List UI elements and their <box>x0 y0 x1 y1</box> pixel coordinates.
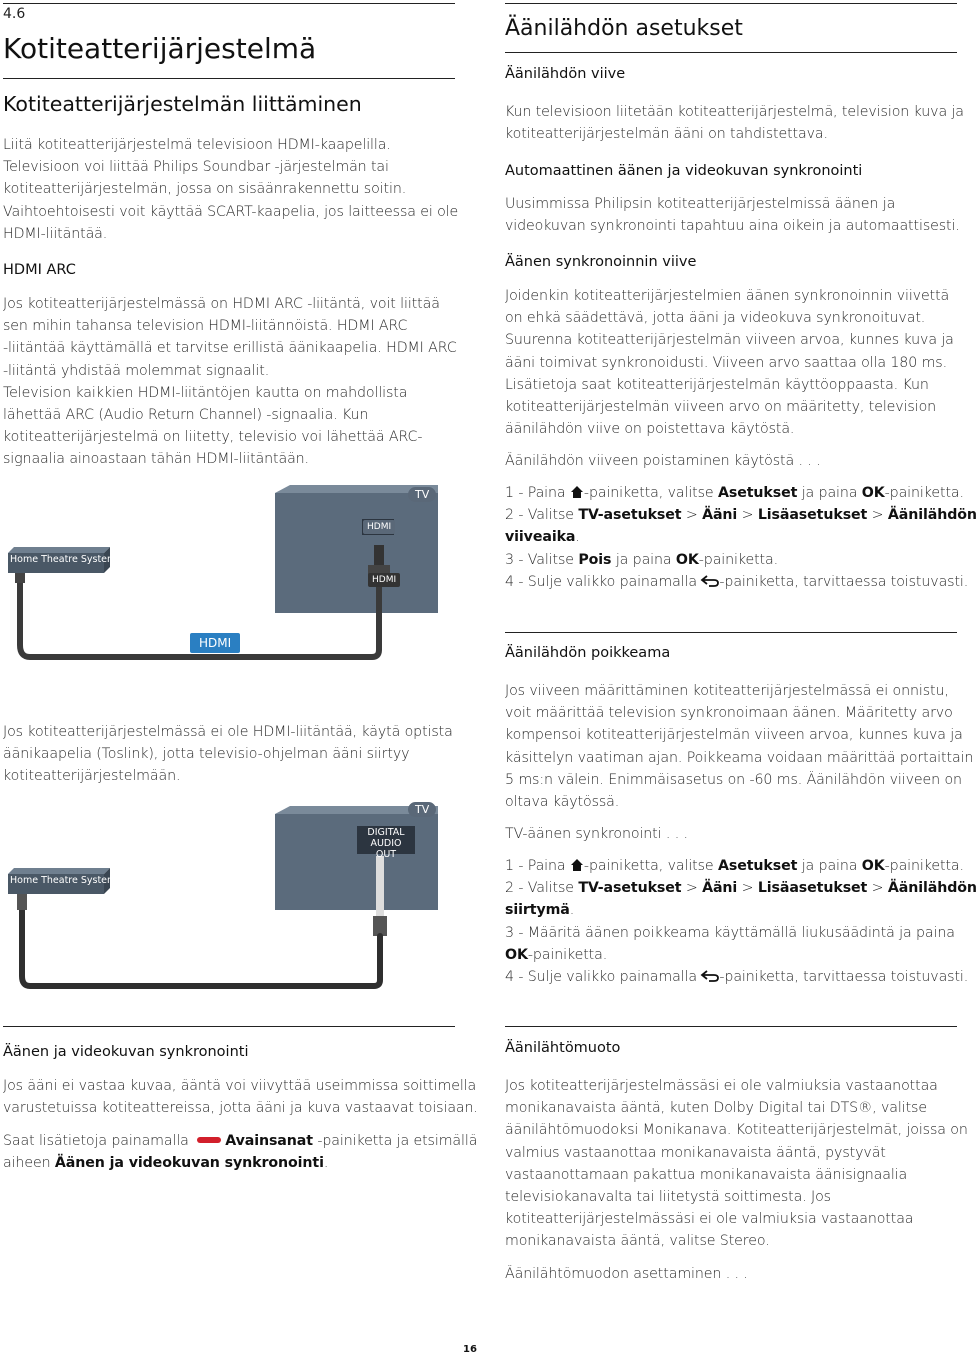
top-rule-right <box>505 3 957 4</box>
text-line: televisiokanavalta tai liitetystä soittimesta. Jos <box>505 1189 831 1206</box>
text: 2 - Valitse <box>505 880 579 897</box>
hts-label: Home Theatre System <box>10 554 117 565</box>
step-2 <box>505 504 977 526</box>
text-line: Jos kotiteatterijärjestelmässä on HDMI ARC -liitäntä, voit liittää <box>3 296 440 312</box>
text-line: varustetuissa kotiteattereissa, jotta ääni ja kuva vastaavat toisiaan. <box>3 1100 478 1117</box>
text-line: monikanavaista ääntä, kuten Dolby Digital tai DTS®, valitse <box>505 1100 927 1117</box>
separator: > <box>737 880 758 897</box>
menu-item: Äänilähdön <box>887 507 977 524</box>
text-line: kotiteatterijärjestelmään. <box>3 768 181 785</box>
tv-label: TV <box>408 487 436 502</box>
hdmi-cable-badge: HDMI <box>190 633 240 653</box>
text: 4 - Sulje valikko painamalla <box>505 573 702 590</box>
option-pois: Pois <box>578 551 612 568</box>
text-line: Jos kotiteatterijärjestelmässäsi ei ole valmiuksia vastaanottaa <box>505 1078 938 1094</box>
back-icon <box>701 575 719 587</box>
port-line: DIGITAL <box>367 827 405 838</box>
keywords-key: Avainsanat <box>225 1133 313 1149</box>
chapter-rule <box>3 78 455 79</box>
text: 2 - Valitse <box>505 507 579 524</box>
settings-title: Äänilähdön asetukset <box>505 16 743 41</box>
menu-item: TV-asetukset <box>578 880 682 897</box>
text-line: Jos ääni ei vastaa kuvaa, ääntä voi viivyttää useimmissa soittimella <box>3 1078 477 1094</box>
text-line: -liitäntä yhdistää molemmat signaalit. <box>3 362 270 379</box>
text-line: monikanavaista ääntä, valitse Stereo. <box>505 1233 770 1250</box>
hdmi-plug-label: HDMI <box>368 573 400 587</box>
sync-delay-heading: Äänen synkronoinnin viive <box>505 254 697 270</box>
text: -painiketta, tarvittaessa toistuvasti. <box>719 573 969 590</box>
sync-rule <box>3 1026 455 1027</box>
text: Saat lisätietoja painamalla <box>3 1133 189 1149</box>
text-line: kotiteatterijärjestelmä on liitetty, televisio voi lähettää ARC- <box>3 429 423 446</box>
hdmi-port-label: HDMI <box>363 520 395 534</box>
text: aiheen <box>3 1155 51 1172</box>
text-line: oltava käytössä. <box>505 794 620 811</box>
step-4 <box>505 571 977 593</box>
menu-item: viiveaika <box>505 529 576 546</box>
optical-paragraph <box>3 721 453 788</box>
text-line: sen mihin tahansa television HDMI-liitännöistä. HDMI ARC <box>3 318 408 335</box>
format-paragraph <box>505 1075 968 1253</box>
arc-paragraph <box>3 293 457 471</box>
section-number: 4.6 <box>3 6 26 22</box>
menu-item-asetukset: Asetukset <box>717 858 798 874</box>
step-3-cont <box>505 944 977 966</box>
menu-item-asetukset: Asetukset <box>717 485 798 501</box>
text: -painiketta, valitse <box>583 485 718 501</box>
more-info-paragraph <box>3 1130 477 1174</box>
text-line: ääni toimivat synkronoidusti. Viiveen arvo saattaa olla 180 ms. <box>505 354 947 371</box>
text-line: Televisioon voi liittää Philips Soundbar -järjestelmän tai <box>3 159 389 176</box>
text-line: kotiteatterijärjestelmän viiveen arvo on määritetty, television <box>505 399 937 416</box>
delay-paragraph <box>505 101 964 145</box>
chapter-title: Kotiteatterijärjestelmä <box>3 32 317 65</box>
back-icon <box>701 970 719 982</box>
step-1 <box>505 482 977 504</box>
text: -painiketta. <box>698 551 779 568</box>
menu-item: TV-asetukset <box>578 507 682 524</box>
text-line <box>3 1152 477 1174</box>
text-line: äänilähdön viive on poistettava käytöstä. <box>505 421 795 438</box>
text-line: Uusimmissa Philipsin kotiteatterijärjestelmissä äänen ja <box>505 196 896 212</box>
text-line: kotiteatterijärjestelmässäsi ei ole valmiuksia vastaanottaa <box>505 1211 914 1228</box>
menu-item: Ääni <box>702 880 738 897</box>
text: ja paina <box>611 551 676 568</box>
text-line: Jos viiveen määrittäminen kotiteatterijärjestelmässä ei onnistu, <box>505 683 949 699</box>
text: . <box>569 902 575 919</box>
text-line <box>3 1130 477 1152</box>
offset-heading: Äänilähdön poikkeama <box>505 645 671 661</box>
text: ja paina <box>797 485 862 501</box>
ok-key: OK <box>861 858 885 874</box>
separator: > <box>681 507 703 524</box>
sync-paragraph <box>3 1075 478 1119</box>
menu-item: siirtymä <box>505 902 570 919</box>
text-line: käsittelyn vaatiman ajan. Poikkeama voidaan määrittää portaittain <box>505 749 974 766</box>
sync-heading: Äänen ja videokuvan synkronointi <box>3 1044 249 1060</box>
hdmi-connection-diagram <box>0 485 460 665</box>
text-line: Vaihtoehtoisesti voit käyttää SCART-kaapelia, jos laitteessa ei ole <box>3 203 459 220</box>
menu-item: Lisäasetukset <box>757 880 868 897</box>
step-3: 3 - Määritä äänen poikkeama käyttämällä liukusäädintä ja paina <box>505 924 955 941</box>
text-line: kompensoi kotiteatterijärjestelmän viiveen arvoa, kunnes kuva ja <box>505 727 963 744</box>
text: . <box>575 529 580 546</box>
settings-rule <box>505 52 957 53</box>
step-3 <box>505 549 977 571</box>
text: . <box>323 1155 329 1172</box>
text-line: Kun televisioon liitetään kotiteatterijärjestelmä, television kuva ja <box>505 104 964 120</box>
step-2 <box>505 877 977 899</box>
text-line: Jos kotiteatterijärjestelmässä ei ole HDMI-liitäntää, käytä optista <box>3 724 453 740</box>
tv-sync-intro: TV-äänen synkronointi . . . <box>505 826 688 842</box>
text-line: kotiteatterijärjestelmän, jossa on sisäänrakennettu soitin. <box>3 181 407 198</box>
text: 1 - Paina <box>505 858 570 874</box>
separator: > <box>737 507 758 524</box>
steps-tv-sync <box>505 855 977 988</box>
page-number: 16 <box>463 1344 477 1355</box>
sync-delay-paragraph <box>505 285 954 440</box>
text-line: Lisätietoja saat kotiteatterijärjestelmän käyttöoppaasta. Kun <box>505 376 929 393</box>
remove-delay-intro: Äänilähdön viiveen poistaminen käytöstä . . . <box>505 453 821 469</box>
offset-paragraph <box>505 680 973 813</box>
hdmi-arc-heading: HDMI ARC <box>3 262 76 278</box>
ok-key: OK <box>505 946 528 963</box>
top-rule-left <box>3 3 455 4</box>
menu-item: Ääni <box>702 507 738 524</box>
text: -painiketta. <box>527 946 608 963</box>
menu-item: Äänilähdön <box>887 880 977 897</box>
auto-paragraph <box>505 193 960 237</box>
text-line: äänikaapelia (Toslink), jotta televisio-ohjelman ääni siirtyy <box>3 746 410 763</box>
step-2-cont <box>505 526 977 548</box>
text: 1 - Paina <box>505 485 570 501</box>
delay-heading: Äänilähdön viive <box>505 66 626 82</box>
format-heading: Äänilähtömuoto <box>505 1040 621 1056</box>
text: ja paina <box>797 858 862 874</box>
text: 4 - Sulje valikko painamalla <box>505 969 702 986</box>
text-line: Liitä kotiteatterijärjestelmä televisioon HDMI-kaapelilla. <box>3 137 391 153</box>
intro-paragraph <box>3 134 458 245</box>
port-line: AUDIO OUT <box>370 838 402 860</box>
tv-label: TV <box>408 802 436 817</box>
format-rule <box>505 1026 957 1027</box>
text-line: signaalia ainoastaan tähän HDMI-liitäntään. <box>3 451 309 468</box>
hts-label: Home Theatre System <box>10 875 117 886</box>
separator: > <box>867 880 888 897</box>
offset-rule <box>505 632 957 633</box>
text-line: 5 ms:n välein. Enimmäisasetus on -60 ms. Äänilähdön viiveen on <box>505 771 962 788</box>
red-key-icon <box>197 1137 221 1143</box>
text-line: Television kaikkien HDMI-liitäntöjen kautta on mahdollista <box>3 384 408 401</box>
text-line: voit määrittää television synkronoimaan äänen. Määritetty arvo <box>505 705 953 722</box>
text: -painiketta. <box>884 485 964 501</box>
text: -painiketta, valitse <box>583 858 718 874</box>
text-line: valmius vastaanottaa monikanavaista ääntä, pystyvät <box>505 1144 886 1161</box>
text-line: kotiteatterijärjestelmän ääni on tahdistettava. <box>505 126 828 143</box>
step-4 <box>505 966 977 988</box>
text-line: HDMI-liitäntää. <box>3 225 108 242</box>
text-line: Joidenkin kotiteatterijärjestelmien äänen synkronoinnin viivettä <box>505 288 950 304</box>
text-line: lähettää ARC (Audio Return Channel) -signaalia. Kun <box>3 407 369 424</box>
digital-audio-out-label <box>360 827 412 860</box>
text-line: on ehkä säädettävä, jotta ääni ja videokuva synkronoituvat. <box>505 310 926 327</box>
separator: > <box>867 507 888 524</box>
home-icon <box>570 858 584 872</box>
connect-title: Kotiteatterijärjestelmän liittäminen <box>3 92 362 116</box>
separator: > <box>681 880 703 897</box>
step-2-cont <box>505 899 977 921</box>
text: -painiketta, tarvittaessa toistuvasti. <box>719 969 969 986</box>
steps-remove-delay <box>505 482 977 593</box>
text: -painiketta. <box>884 858 964 874</box>
ok-key: OK <box>675 551 699 568</box>
auto-heading: Automaattinen äänen ja videokuvan synkronointi <box>505 163 863 179</box>
optical-connection-diagram <box>0 800 460 990</box>
text-line: äänilähtömuodoksi Monikanava. Kotiteatterijärjestelmät, joissa on <box>505 1122 968 1139</box>
topic: Äänen ja videokuvan synkronointi <box>54 1155 324 1172</box>
text: -painiketta ja etsimällä <box>317 1133 478 1149</box>
ok-key: OK <box>861 485 885 501</box>
text-line: -liitäntää käyttämällä et tarvitse erillistä äänikaapelia. HDMI ARC <box>3 340 457 357</box>
step-1 <box>505 855 977 877</box>
menu-item: Lisäasetukset <box>757 507 868 524</box>
text-line: Suurenna kotiteatterijärjestelmän viiveen arvoa, kunnes kuva ja <box>505 332 954 349</box>
format-intro: Äänilähtömuodon asettaminen . . . <box>505 1266 748 1282</box>
text: 3 - Valitse <box>505 551 579 568</box>
text-line: vastaanottamaan pakattua monikanavaista äänisignaalia <box>505 1166 908 1183</box>
text-line: videokuvan synkronointi tapahtuu aina oikein ja automaattisesti. <box>505 218 960 235</box>
home-icon <box>570 485 584 499</box>
